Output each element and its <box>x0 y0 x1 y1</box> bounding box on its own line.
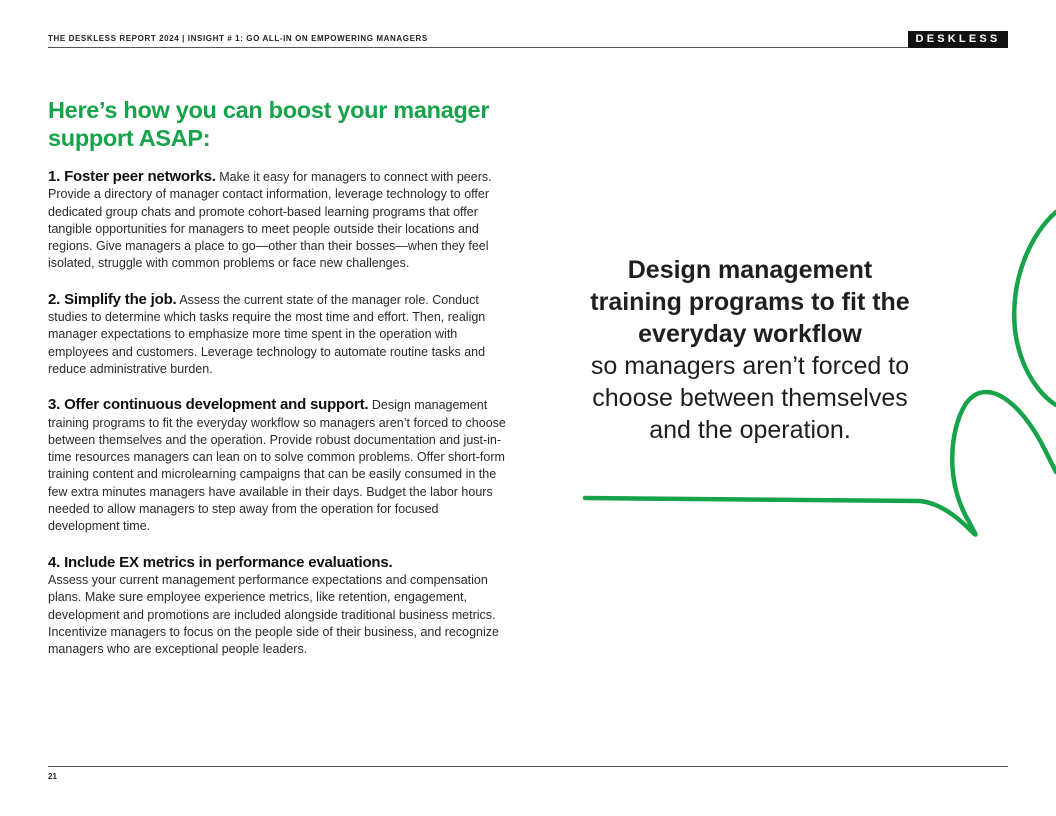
pull-quote-regular: so managers aren’t forced to choose between themselves and the operation. <box>590 352 910 444</box>
step-body: Assess the current state of the manager role. Conduct studies to determine which tasks require the most time and effort. Then, realign manager expectations to emphasize more time spent in the operation with employees and customers. Leverage technology to automate routine tasks and reduce administrative burden. <box>48 292 486 376</box>
step-body: Design management training programs to fit the everyday workflow so managers aren’t forced to choose between themselves and the operation. Provide robust documentation and just-in-time resources managers can lean on to solve common problems. Offer short-form training content and microlearning campaigns that can be easily consumed in the few extra minutes managers have available in their days. Budget the labor hours needed to allow managers to step away from the operation for focused development time. <box>48 398 506 534</box>
step-heading: 4. Include EX metrics in performance evaluations. <box>48 553 393 571</box>
running-header: THE DESKLESS REPORT 2024 | INSIGHT # 1: GO ALL-IN ON EMPOWERING MANAGERS <box>48 34 428 43</box>
step-body: Assess your current management performance expectations and compensation plans. Make sure employee experience metrics, like retention, engagement, development and promotions are included alongside traditional business metrics. Incentivize managers to focus on the people side of their business, and recognize managers who are exceptional people leaders. <box>48 572 499 657</box>
pull-quote-bold: Design management training programs to fit the everyday workflow <box>590 256 910 348</box>
step-heading: 1. Foster peer networks. <box>48 168 216 185</box>
pull-quote <box>580 254 920 446</box>
page-title: Here’s how you can boost your manager support ASAP: <box>48 97 490 151</box>
page-number: 21 <box>48 772 57 781</box>
step-heading: 3. Offer continuous development and support. <box>48 396 369 414</box>
swoosh-upper <box>1014 212 1056 405</box>
step-heading: 2. Simplify the job. <box>48 290 177 308</box>
footer-divider <box>48 766 1008 767</box>
step-body: Make it easy for managers to connect with peers. Provide a directory of manager contact information, leverage technology to offer dedicated group chats and promote cohort-based learning programs that offer tangible opportunities for managers to meet people outside their locations and regions. Give managers a place to go—other than their bosses—when they feel isolated, struggle with common problems or face new challenges. <box>48 170 492 271</box>
deskless-logo: DESKLESS <box>908 31 1008 48</box>
